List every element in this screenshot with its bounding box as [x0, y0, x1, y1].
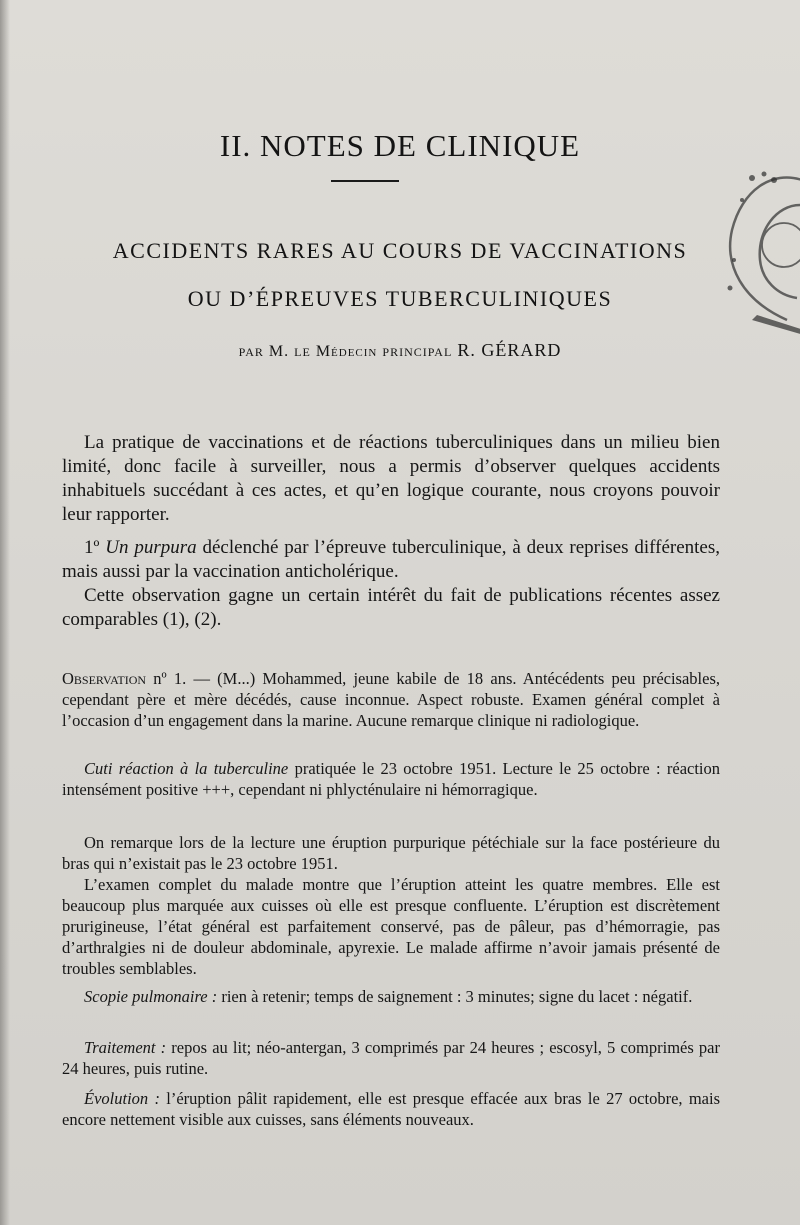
byline-par: PAR [238, 345, 264, 359]
evolution-term: Évolution : [84, 1088, 160, 1108]
article-title-line-1: ACCIDENTS RARES AU COURS DE VACCINATIONS [112, 238, 688, 263]
cuti-reaction-term: Cuti réaction à la tuberculine [84, 758, 289, 778]
treatment-text: repos au lit; néo-antergan, 3 comprimés par 24 heures ; escosyl, 5 comprimés par 24 heures, puis rutine. [62, 1037, 720, 1078]
article-title-line-2: OU D’ÉPREUVES TUBERCULINIQUES [187, 286, 613, 311]
evolution-text: l’éruption pâlit rapidement, elle est presque effacée aux bras le 27 octobre, mais encore nettement visible aux cuisses, sans éléments nouveaux. [62, 1088, 721, 1129]
byline-principal: PRINCIPAL [382, 345, 453, 359]
treatment-paragraph [62, 1037, 720, 1079]
byline-medecin: Médecin [315, 343, 378, 360]
purpura-text: déclenché par l’épreuve tuberculinique, à deux reprises différentes, mais aussi par la vaccination anticholérique. [62, 537, 720, 582]
author-name: R. GÉRARD [457, 340, 562, 360]
examination-paragraph: L’examen complet du malade montre que l’éruption atteint les quatre membres. Elle est beaucoup plus marquée aux cuisses où elle est presque confluente. L’éruption est discrètement prurigineuse, l’état général est parfaitement conservé, pas de pâleur, pas d’hémorragie, pas d’arthralgies ni de douleur abdominale, apyrexie. Le malade affirme n’avoir jamais présenté de troubles semblables. [62, 874, 720, 978]
scopie-term: Scopie pulmonaire : [84, 986, 218, 1006]
observation-label: Observation [62, 668, 147, 688]
title-rule [331, 180, 399, 182]
eruption-paragraph: On remarque lors de la lecture une éruption purpurique pétéchiale sur la face postérieure du bras qui n’existait pas le 23 octobre 1951. [62, 832, 720, 873]
observation-text: (M...) Mohammed, jeune kabile de 18 ans. Antécédents peu précisables, cependant père et mère décédés, cause inconnue. Aspect robuste. Examen général complet à l’occasion d’un engagement dans la marine. Aucune remarque clinique ni radiologique. [62, 668, 720, 730]
evolution-paragraph [62, 1088, 720, 1130]
byline-m: M. [268, 343, 290, 360]
section-title: II. NOTES DE CLINIQUE [219, 128, 581, 163]
byline [0, 340, 800, 361]
treatment-term: Traitement : [84, 1037, 167, 1057]
scopie-paragraph [62, 986, 720, 1007]
interest-paragraph: Cette observation gagne un certain intérêt du fait de publications récentes assez comparables (1), (2). [62, 585, 720, 630]
item-number: 1º [84, 537, 100, 558]
cuti-reaction-text: pratiquée le 23 octobre 1951. Lecture le 25 octobre : réaction intensément positive +++, cependant ni phlycténulaire ni hémorragique. [62, 758, 721, 799]
page-edge-shadow [0, 0, 10, 1225]
purpura-paragraph [62, 536, 720, 584]
purpura-term: Un purpura [105, 537, 197, 558]
byline-le: LE [294, 345, 311, 359]
cuti-reaction-paragraph [62, 758, 720, 800]
observation-number: nº 1. — [146, 668, 218, 688]
intro-paragraph: La pratique de vaccinations et de réactions tuberculiniques dans un milieu bien limité, donc facile à surveiller, nous a permis d’observer quelques accidents inhabituels succédant à ces actes, et qu’en logique courante, nous croyons pouvoir leur rapporter. [62, 432, 720, 525]
observation-paragraph [62, 668, 720, 731]
scopie-text: rien à retenir; temps de saignement : 3 minutes; signe du lacet : négatif. [217, 986, 693, 1006]
